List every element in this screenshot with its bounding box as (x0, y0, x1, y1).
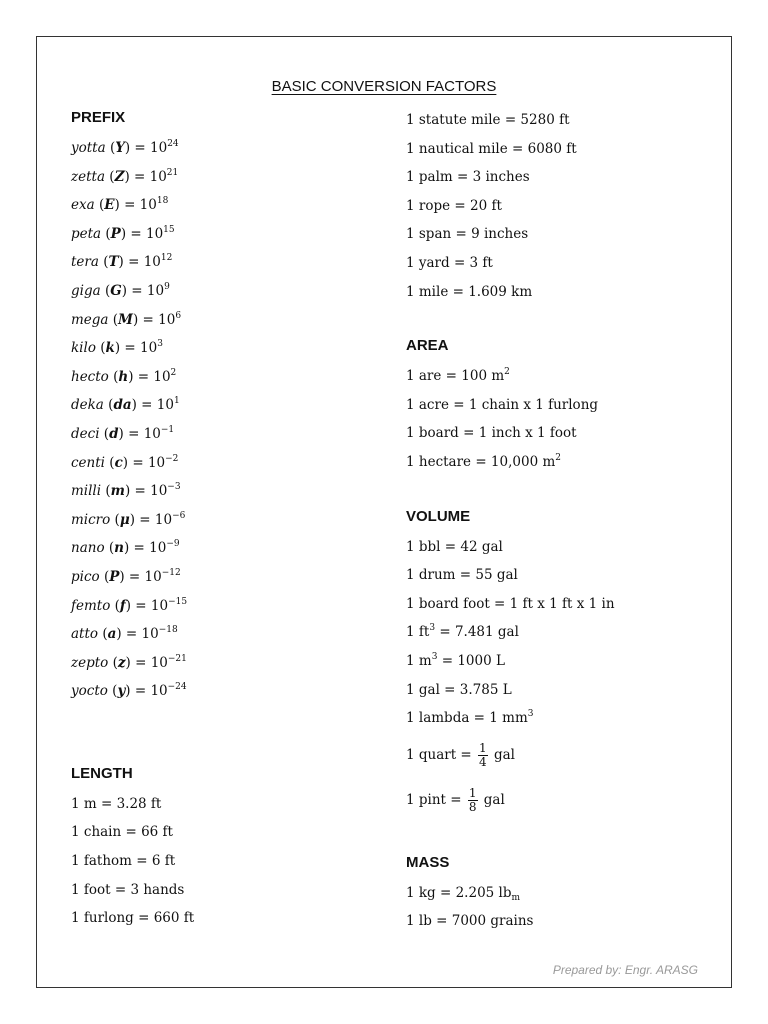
prefix-exponent: 2 (170, 367, 177, 378)
area-item: 1 acre = 1 chain x 1 furlong (406, 396, 599, 413)
prefix-exponent: 3 (157, 339, 163, 350)
prefix-symbol: a (107, 626, 117, 643)
length-item: 1 foot = 3 hands (71, 881, 185, 898)
prefix-symbol: Y (115, 140, 125, 156)
right-column (406, 106, 726, 936)
length-item: 1 fathom = 6 ft (71, 853, 176, 870)
prefix-name: nano (71, 540, 105, 557)
prefix-symbol: T (108, 254, 119, 271)
length-item: 1 mile = 1.609 km (406, 283, 533, 300)
prefix-name: deci (71, 425, 100, 442)
prefix-item: deci $(d) = 10^{-1}$ (71, 424, 175, 442)
volume-heading: VOLUME (406, 507, 471, 525)
prefix-name: pico (71, 568, 100, 585)
volume-item-quart: 1 quart = $\frac{1}{4}$ gal (406, 740, 515, 769)
length-item: 1 statute mile = 5280 ft (406, 112, 570, 128)
prefix-name: milli (71, 483, 102, 500)
prefix-name: yocto (71, 683, 108, 700)
prefix-symbol: d (109, 425, 119, 442)
prefix-symbol: μ (119, 511, 130, 528)
prefix-exponent: −15 (168, 596, 188, 607)
volume-item: 1 board foot = 1 ft x 1 ft x 1 in (406, 595, 615, 612)
prefix-item: tera $(T) = 10^{12}$ (71, 253, 173, 271)
prefix-symbol: y (117, 683, 126, 700)
volume-item: 1 bbl = 42 gal (406, 538, 503, 555)
prefix-name: centi (71, 454, 105, 471)
prefix-name: atto (71, 626, 99, 643)
volume-list (406, 533, 726, 733)
prefix-exponent: −3 (167, 482, 181, 493)
prefix-name: exa (71, 197, 95, 214)
prefix-exponent: −9 (166, 539, 180, 550)
prefix-item: peta $(P) = 10^{15}$ (71, 224, 175, 242)
prefix-symbol: da (113, 397, 132, 414)
prefix-symbol: P (110, 225, 121, 242)
prefix-name: zetta (71, 168, 106, 185)
prefix-item: micro $(\mu) = 10^{-6}$ (71, 510, 186, 528)
mass-item-lb: 1 lb = 7000 grains (406, 913, 534, 930)
prefix-exponent: 15 (163, 224, 175, 235)
prefix-item: zepto $(z) = 10^{-21}$ (71, 653, 187, 671)
prefix-item: nano $(n) = 10^{-9}$ (71, 539, 180, 557)
prefix-name: kilo (71, 340, 96, 357)
prefix-exponent: −2 (165, 453, 179, 464)
length-item: 1 furlong = 660 ft (71, 910, 195, 927)
prefix-name: giga (71, 282, 101, 299)
volume-item: 1 lambda = 1 $mm^3$ (406, 709, 534, 727)
prefix-item: milli $(m) = 10^{-3}$ (71, 482, 181, 500)
prefix-item: yotta $(Y) = 10^{24}$ (71, 139, 179, 156)
prefix-item: centi $(c) = 10^{-2}$ (71, 453, 179, 471)
prefix-item: atto $(a) = 10^{-18}$ (71, 625, 178, 643)
prefix-exponent: 12 (160, 253, 173, 264)
volume-item: 1 gal = 3.785 L (406, 681, 512, 698)
area-list (406, 362, 726, 476)
area-item: 1 hectare = 10,000 $m^2$ (406, 452, 561, 470)
volume-item: 1 drum = 55 gal (406, 567, 518, 584)
length-item: 1 yard = 3 ft (406, 254, 493, 271)
prefix-item: pico $(P) = 10^{-12}$ (71, 567, 181, 585)
prefix-exponent: −1 (160, 424, 175, 435)
prefix-name: deka (71, 397, 104, 414)
area-item: 1 board = 1 inch x 1 foot (406, 425, 577, 442)
prefix-symbol: G (110, 282, 122, 299)
prefix-exponent: −21 (167, 653, 187, 664)
mass-heading: MASS (406, 853, 450, 871)
prefix-name: micro (71, 511, 111, 528)
prefix-name: mega (71, 311, 109, 328)
volume-item: 1 $ft^3 = 7.481$ gal (406, 623, 519, 641)
left-column (71, 106, 371, 933)
prefix-exponent: 21 (166, 167, 179, 178)
length-item: 1 span = 9 inches (406, 226, 529, 243)
prefix-symbol: E (104, 197, 115, 214)
length-heading: LENGTH (71, 764, 133, 782)
prefix-item: yocto $(y) = 10^{-24}$ (71, 682, 187, 700)
prefix-symbol: M (118, 311, 133, 328)
prefix-list (71, 134, 371, 706)
prefix-symbol: Z (114, 168, 125, 185)
volume-item: 1 $m^3 = 1000$ L (406, 651, 505, 669)
length-item: 1 m = 3.28 ft (71, 795, 162, 812)
prefix-exponent: −24 (167, 682, 187, 693)
footer-credit: Prepared by: Engr. ARASG (552, 963, 698, 977)
length-list (71, 790, 371, 933)
prefix-item: hecto $(h) = 10^2$ (71, 367, 177, 385)
prefix-exponent: 1 (173, 396, 180, 407)
prefix-name: femto (71, 597, 111, 614)
length-list-continued (406, 106, 726, 306)
length-item: 1 palm = 3 inches (406, 169, 530, 186)
prefix-heading: PREFIX (71, 109, 126, 126)
length-item: 1 nautical mile = 6080 ft (406, 140, 577, 157)
prefix-exponent: 24 (167, 139, 179, 149)
prefix-item: giga $(G) = 10^9$ (71, 281, 170, 299)
prefix-name: yotta (71, 140, 106, 156)
prefix-item: mega $(M) = 10^6$ (71, 310, 182, 328)
prefix-name: tera (71, 254, 99, 271)
prefix-exponent: 6 (175, 310, 182, 321)
prefix-item: zetta $(Z) = 10^{21}$ (71, 167, 179, 185)
area-item: 1 are = 100 $m^2$ (406, 367, 510, 385)
mass-item-kg: 1 kg = 2.205 $lb_m$ (406, 884, 521, 903)
prefix-exponent: 18 (156, 196, 169, 207)
prefix-item: deka $(da) = 10^1$ (71, 396, 180, 414)
prefix-symbol: z (117, 654, 126, 671)
volume-item-pint: 1 pint = $\frac{1}{8}$ gal (406, 785, 505, 814)
prefix-symbol: m (110, 483, 125, 500)
length-item: 1 chain = 66 ft (71, 824, 173, 841)
prefix-symbol: k (105, 340, 115, 357)
area-heading: AREA (406, 337, 449, 355)
prefix-symbol: h (118, 368, 129, 385)
prefix-name: hecto (71, 368, 109, 385)
prefix-symbol: f (119, 597, 126, 614)
prefix-exponent: −6 (172, 510, 186, 521)
length-item: 1 rope = 20 ft (406, 197, 502, 214)
prefix-item: femto $(f) = 10^{-15}$ (71, 596, 188, 614)
prefix-name: peta (71, 225, 102, 242)
prefix-exponent: −12 (161, 567, 181, 578)
prefix-symbol: c (114, 454, 123, 471)
page-title: BASIC CONVERSION FACTORS (271, 78, 497, 95)
prefix-symbol: n (114, 540, 124, 557)
prefix-name: zepto (71, 654, 109, 671)
prefix-symbol: P (109, 568, 120, 585)
prefix-exponent: −18 (158, 625, 178, 636)
prefix-exponent: 9 (164, 281, 170, 292)
prefix-item: exa $(E) = 10^{18}$ (71, 196, 169, 214)
prefix-item: kilo $(k) = 10^3$ (71, 339, 163, 357)
